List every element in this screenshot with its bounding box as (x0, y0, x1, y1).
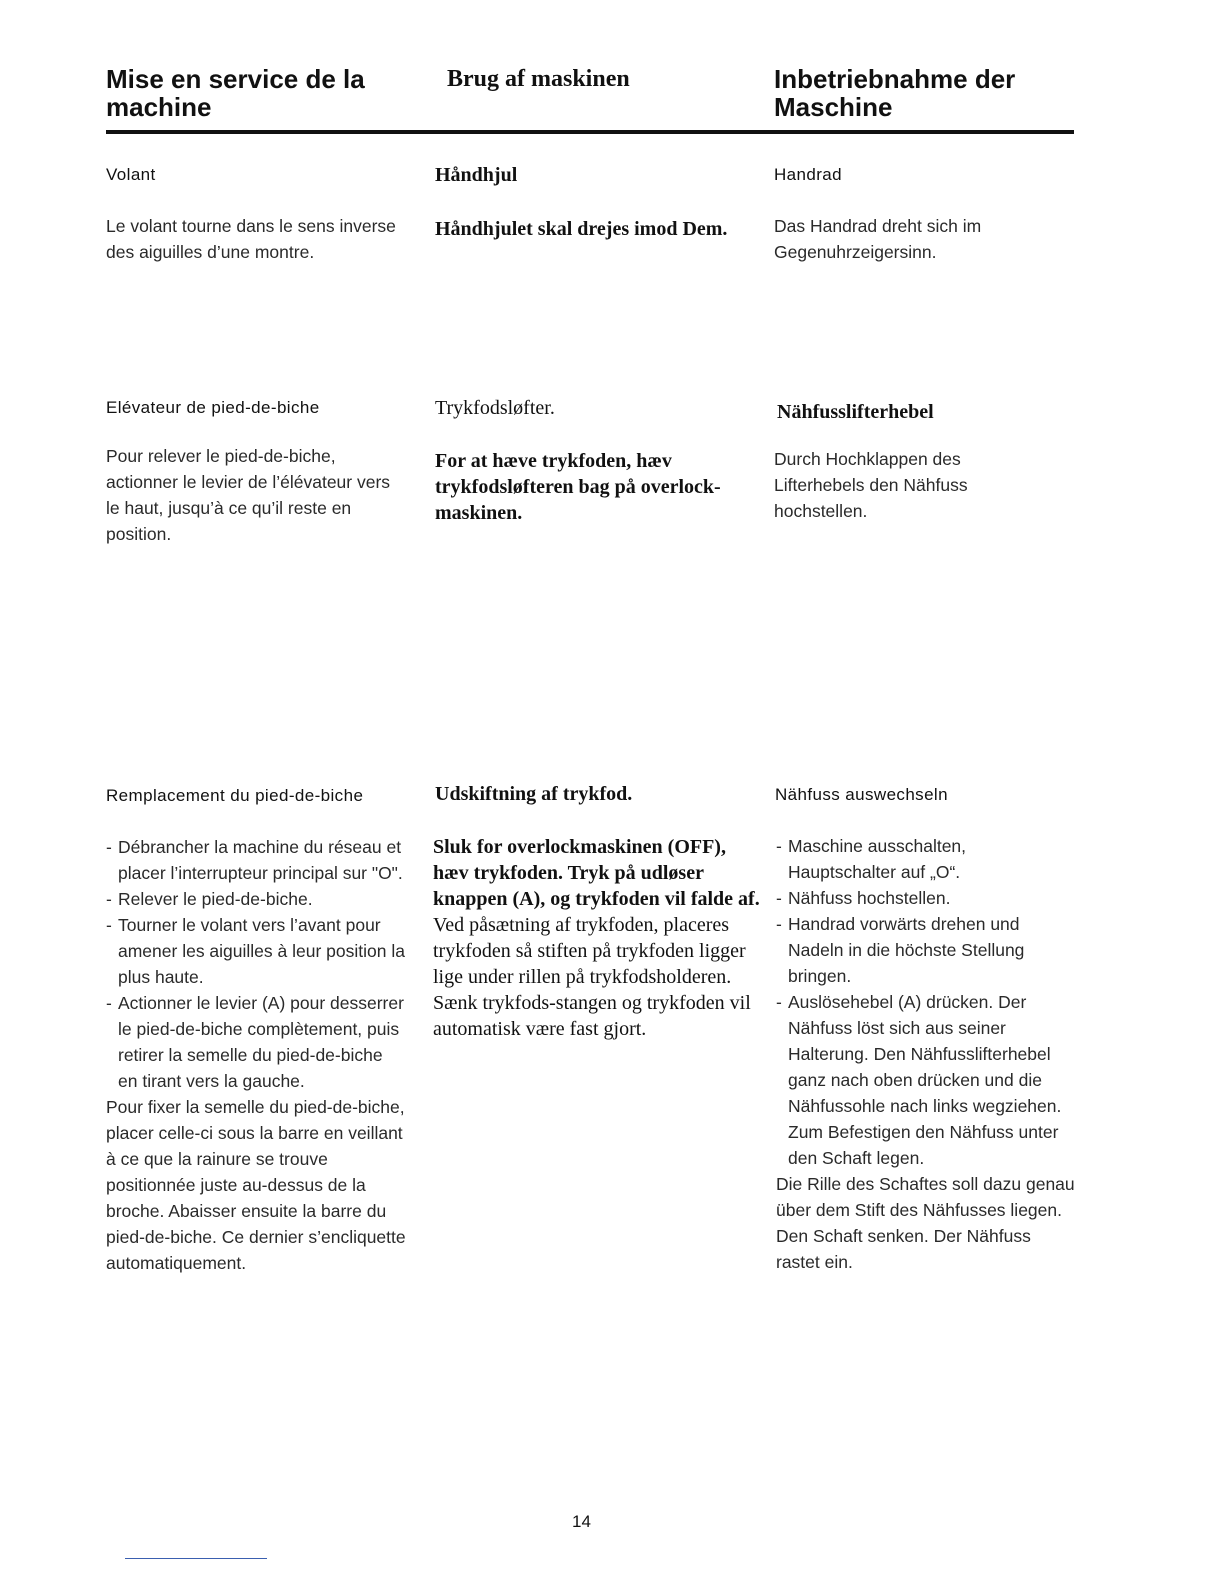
da-handwheel-text: Håndhjulet skal drejes imod Dem. (435, 218, 728, 240)
da-lifter-text: For at hæve trykfoden, hæv trykfodsløfteren bag på overlock-maskinen. (435, 450, 721, 524)
fr-handwheel-heading: Volant (106, 165, 156, 184)
fr-lifter-heading: Elévateur de pied-de-biche (106, 398, 320, 417)
fr-footchange-body (106, 834, 406, 1276)
german-title: Inbetriebnahme der Maschine (774, 64, 1016, 122)
fr-footchange-text: Pour fixer la semelle du pied-de-biche, placer celle-ci sous la barre en veillant à ce que la rainure se trouve positionnée juste au-dessus de la broche. Abaisser ensuite la barre du pied-de-biche. Ce dernier s’encliquette automatiquement. (106, 1097, 406, 1273)
de-footchange-heading: Nähfuss auswechseln (775, 785, 948, 804)
french-title: Mise en service de la machine (106, 64, 365, 122)
da-footchange-text-2: Ved påsætning af trykfoden, placeres trykfoden så stiften på trykfoden ligger lige under rillen på trykfodsholderen. Sænk trykfods-stangen og trykfoden vil automatisk være fast gjort. (433, 914, 751, 1040)
list-item: - Débrancher la machine du réseau et placer l’interrupteur principal sur "O". (106, 834, 406, 886)
de-lifter-heading: Nähfusslifterhebel (777, 401, 934, 423)
da-footchange-heading: Udskiftning af trykfod. (435, 783, 633, 805)
fr-footchange-heading: Remplacement du pied-de-biche (106, 786, 364, 805)
da-footchange-body (433, 834, 763, 1042)
fr-lifter-text: Pour relever le pied-de-biche, actionner le levier de l’élévateur vers le haut, jusqu’à ce qu’il reste en position. (106, 446, 391, 544)
header-rule (106, 130, 1074, 134)
de-footchange-body (776, 833, 1076, 1275)
de-handwheel-text: Das Handrad dreht sich im Gegenuhrzeigersinn. (774, 216, 982, 262)
de-footchange-text: Die Rille des Schaftes soll dazu genau über dem Stift des Nähfusses liegen. Den Schaft senken. Der Nähfuss rastet ein. (776, 1174, 1075, 1272)
footer-line (125, 1558, 267, 1559)
list-item: - Tourner le volant vers l’avant pour amener les aiguilles à leur position la plus haute. (106, 912, 406, 990)
list-item: - Handrad vorwärts drehen und Nadeln in die höchste Stellung bringen. (776, 911, 1076, 989)
list-item: - Auslösehebel (A) drücken. Der Nähfuss löst sich aus seiner Halterung. Den Nähfusslifterhebel ganz nach oben drücken und die Nähfussohle nach links wegziehen. Zum Befestigen den Nähfuss unter den Schaft legen. (776, 989, 1076, 1171)
da-lifter-heading: Trykfodsløfter. (435, 397, 555, 419)
list-item: - Actionner le levier (A) pour desserrer le pied-de-biche complètement, puis retirer la semelle du pied-de-biche en tirant vers la gauche. (106, 990, 406, 1094)
de-lifter-text: Durch Hochklappen des Lifterhebels den Nähfuss hochstellen. (774, 449, 968, 521)
list-item: - Relever le pied-de-biche. (106, 886, 406, 912)
page-number: 14 (572, 1512, 591, 1531)
danish-title: Brug af maskinen (447, 66, 630, 92)
list-item: - Maschine ausschalten, Hauptschalter auf „O“. (776, 833, 1076, 885)
de-handwheel-heading: Handrad (774, 165, 843, 184)
fr-footchange-steps (106, 834, 406, 1094)
de-footchange-steps (776, 833, 1076, 1171)
list-item: - Nähfuss hochstellen. (776, 885, 1076, 911)
fr-handwheel-text: Le volant tourne dans le sens inverse des aiguilles d’une montre. (106, 216, 396, 262)
da-handwheel-heading: Håndhjul (435, 164, 518, 186)
da-footchange-text-1: Sluk for overlockmaskinen (OFF), hæv trykfoden. Tryk på udløser knappen (A), og trykfoden vil falde af. (433, 836, 760, 910)
